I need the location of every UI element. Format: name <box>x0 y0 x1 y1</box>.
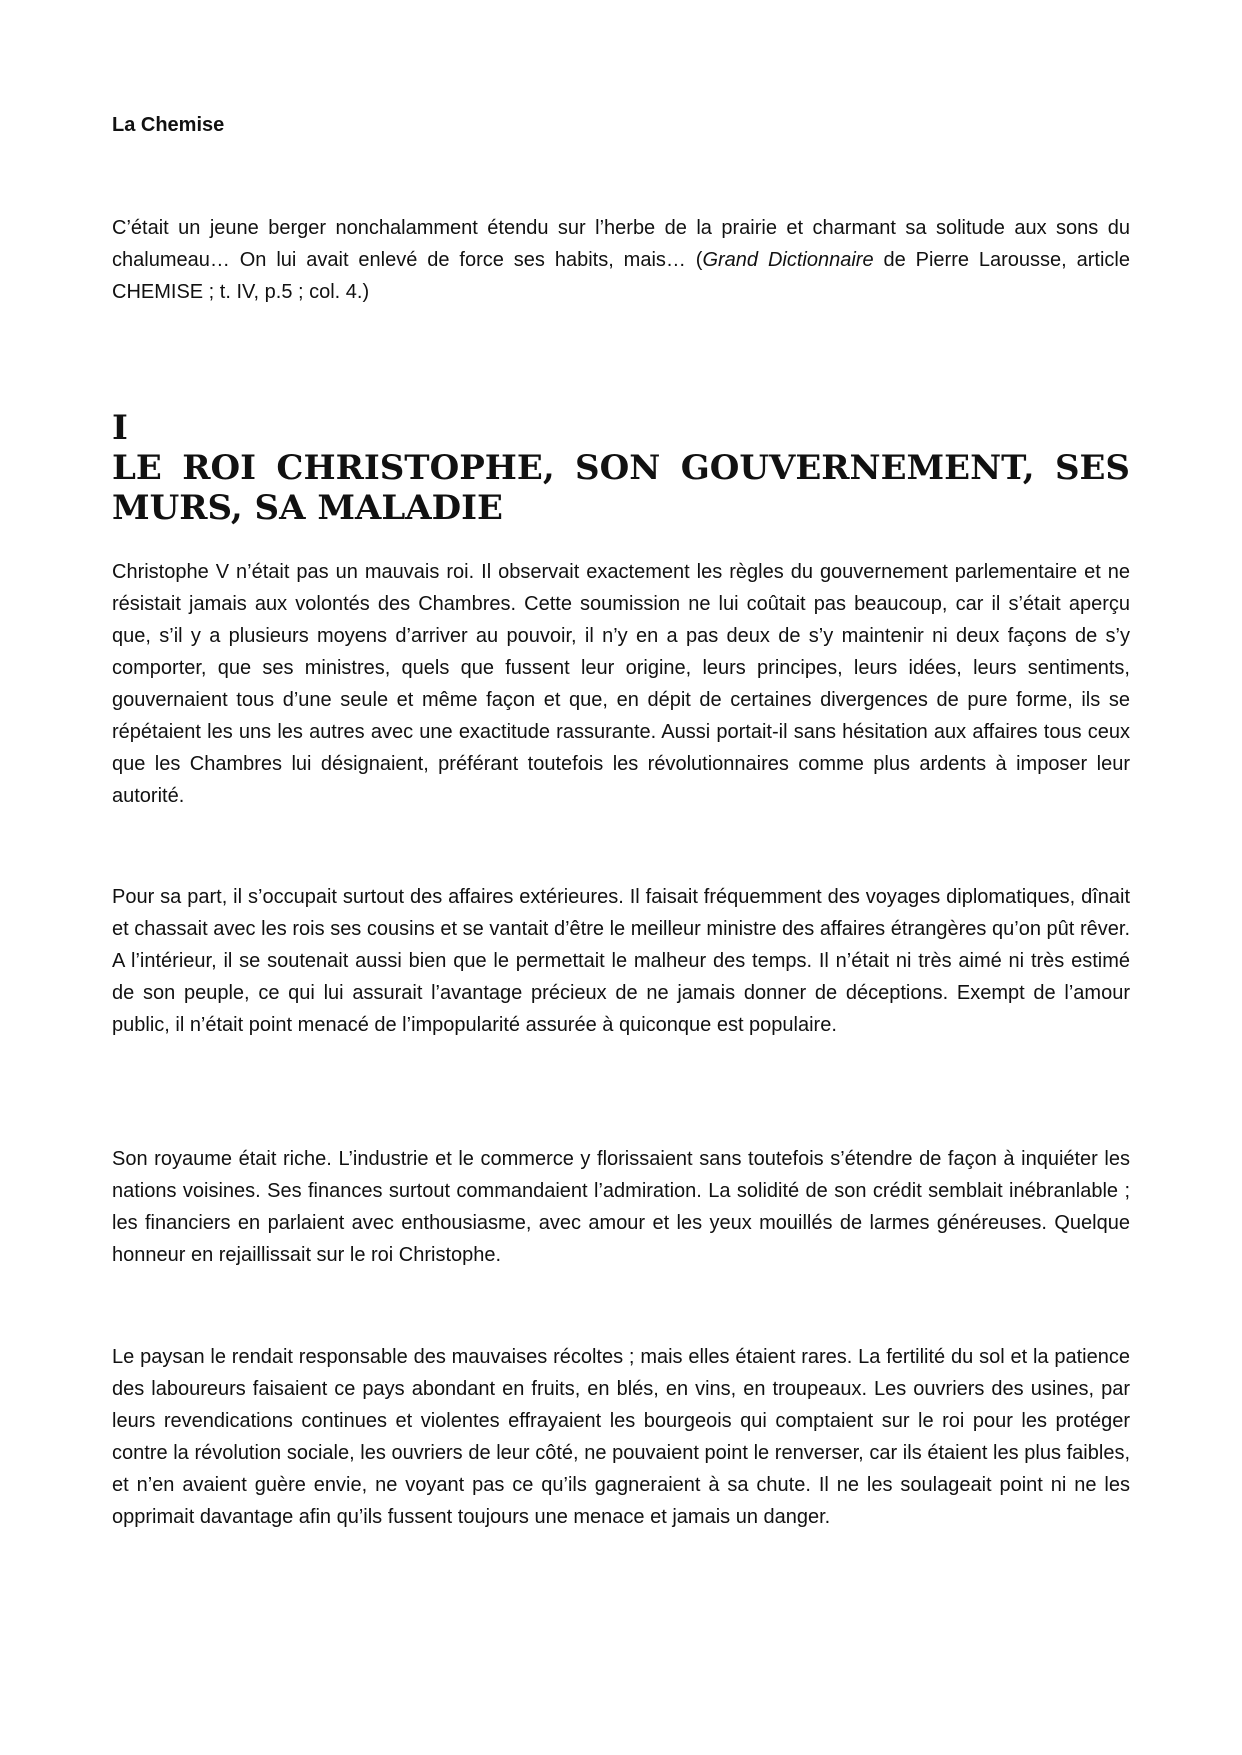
paragraph: Le paysan le rendait responsable des mauvaises récoltes ; mais elles étaient rares. La fertilité du sol et la patience des laboureurs faisaient ce pays abondant en fruits, en blés, en vins, en troupeaux. Les ouvriers des usines, par leurs revendications continues et violentes effrayaient les bourgeois qui comptaient sur le roi pour les protéger contre la révolution sociale, les ouvriers de leur côté, ne pouvaient point le renverser, car ils étaient les plus faibles, et n’en avaient guère envie, ne voyant pas ce qu’ils gagneraient à sa chute. Il ne les soulageait point ni ne les opprimait davantage afin qu’ils fussent toujours une menace et jamais un danger. <box>112 1346 1130 1528</box>
epigraph <box>112 212 1130 308</box>
chapter-heading <box>112 408 1130 528</box>
paragraph: Pour sa part, il s’occupait surtout des affaires extérieures. Il faisait fréquemment des voyages diplomatiques, dînait et chassait avec les rois ses cousins et se vantait d’être le meilleur ministre des affaires étrangères qu’on pût rêver. A l’intérieur, il se soutenait aussi bien que le permettait le malheur des temps. Il n’était ni très aimé ni très estimé de son peuple, ce qui lui assurait l’avantage précieux de ne jamais donner de déceptions. Exempt de l’amour public, il n’était point menacé de l’impopularité assurée à quiconque est populaire. <box>112 886 1130 1036</box>
epigraph-citation: de Pierre Larousse, article CHEMISE ; t. IV, p.5 ; col. 4.) <box>112 249 1130 303</box>
epigraph-text: C’était un jeune berger nonchalamment étendu sur l’herbe de la prairie et charmant sa solitude aux sons du chalumeau… On lui avait enlevé de force ses habits, mais… ( <box>112 217 1130 271</box>
paragraph: Christophe V n’était pas un mauvais roi. Il observait exactement les règles du gouvernement parlementaire et ne résistait jamais aux volontés des Chambres. Cette soumission ne lui coûtait pas beaucoup, car il s’était aperçu que, s’il y a plusieurs moyens d’arriver au pouvoir, il n’y en a pas deux de s’y maintenir ni deux façons de s’y comporter, que ses ministres, quels que fussent leur origine, leurs principes, leurs idées, leurs sentiments, gouvernaient tous d’une seule et même façon et que, en dépit de certaines divergences de pure forme, ils se répétaient les uns les autres avec une exactitude rassurante. Aussi portait-il sans hésitation aux affaires tous ceux que les Chambres lui désignaient, préférant toutefois les révolutionnaires comme plus ardents à imposer leur autorité. <box>112 561 1130 807</box>
document-title: La Chemise <box>112 114 225 136</box>
epigraph-italic-title: Grand Dictionnaire <box>702 249 874 271</box>
chapter-title: LE ROI CHRISTOPHE, SON GOUVERNEMENT, SES MURS, SA MALADIE <box>112 448 1130 528</box>
paragraph: Son royaume était riche. L’industrie et le commerce y florissaient sans toutefois s’étendre de façon à inquiéter les nations voisines. Ses finances surtout commandaient l’admiration. La solidité de son crédit semblait inébranlable ; les financiers en parlaient avec enthousiasme, avec amour et les yeux mouillés de larmes généreuses. Quelque honneur en rejaillissait sur le roi Christophe. <box>112 1148 1130 1266</box>
chapter-number: I <box>112 408 128 448</box>
